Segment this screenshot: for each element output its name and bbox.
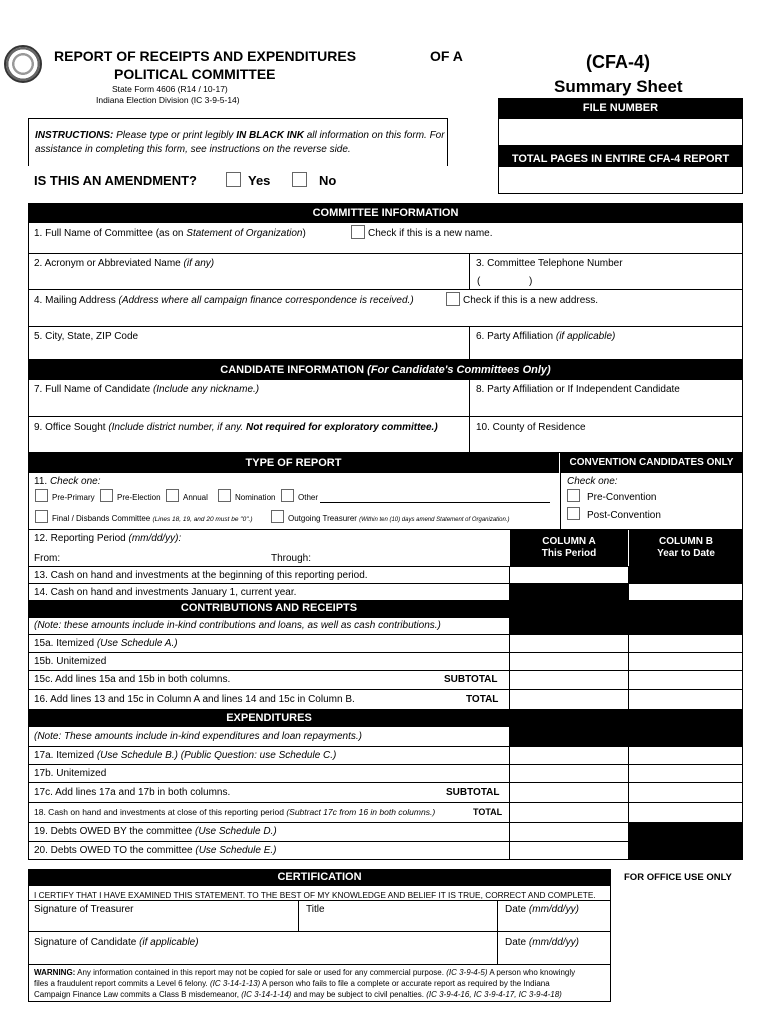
row-13-colB-blocked bbox=[628, 567, 743, 583]
field-16-label: 16. Add lines 13 and 15c in Column A and lines 14 and 15c in Column B. bbox=[34, 694, 355, 705]
field-15a-label: 15a. Itemized (Use Schedule A.) bbox=[34, 638, 178, 649]
expenditures-subtotal-label: SUBTOTAL bbox=[446, 787, 500, 798]
phone-close-paren: ) bbox=[529, 276, 533, 287]
pre-primary-checkbox[interactable] bbox=[35, 489, 48, 502]
total-pages-field[interactable] bbox=[498, 166, 743, 194]
signature-treasurer-label: Signature of Treasurer bbox=[34, 904, 134, 915]
column-b-header: COLUMN B Year to Date bbox=[628, 530, 743, 566]
field-12-label: 12. Reporting Period (mm/dd/yy): bbox=[34, 533, 182, 544]
final-disbands-checkbox[interactable] bbox=[35, 510, 48, 523]
date2-label: Date (mm/dd/yy) bbox=[505, 937, 579, 948]
field-3-label: 3. Committee Telephone Number bbox=[476, 258, 623, 269]
field-9-label: 9. Office Sought (Include district number, if any. Not required for exploratory committee.) bbox=[34, 422, 438, 433]
post-convention-label: Post-Convention bbox=[587, 510, 661, 521]
field-5-label: 5. City, State, ZIP Code bbox=[34, 331, 139, 342]
summary-sheet-title: Summary Sheet bbox=[554, 77, 683, 96]
signature-candidate-label: Signature of Candidate (if applicable) bbox=[34, 937, 199, 948]
contributions-total-label: TOTAL bbox=[466, 694, 499, 705]
office-use-label: FOR OFFICE USE ONLY bbox=[624, 872, 732, 883]
type-of-report-heading: TYPE OF REPORT bbox=[28, 453, 559, 473]
convention-heading: CONVENTION CANDIDATES ONLY bbox=[560, 453, 743, 473]
pre-convention-label: Pre-Convention bbox=[587, 492, 657, 503]
outgoing-treasurer-checkbox[interactable] bbox=[271, 510, 284, 523]
other-label: Other bbox=[298, 493, 319, 502]
amendment-no-label: No bbox=[319, 173, 337, 188]
field-11-label: 11. Check one: bbox=[34, 476, 101, 487]
amendment-yes-label: Yes bbox=[248, 173, 271, 188]
state-seal-icon bbox=[4, 45, 42, 83]
pre-convention-checkbox[interactable] bbox=[567, 489, 580, 502]
contributions-note: (Note: these amounts include in-kind contributions and loans, as well as cash contributions.) bbox=[34, 620, 441, 631]
field-20-label: 20. Debts OWED TO the committee (Use Schedule E.) bbox=[34, 845, 277, 856]
certify-statement: I CERTIFY THAT I HAVE EXAMINED THIS STATEMENT. TO THE BEST OF MY KNOWLEDGE AND BELIEF IT IS TRUE, CORRECT AND COMPLETE. bbox=[34, 890, 596, 900]
post-convention-checkbox[interactable] bbox=[567, 507, 580, 520]
other-text-line bbox=[320, 502, 550, 503]
total-pages-header: TOTAL PAGES IN ENTIRE CFA-4 REPORT bbox=[498, 146, 743, 166]
row-14-colB-input[interactable] bbox=[629, 584, 743, 600]
title-label: Title bbox=[306, 904, 325, 915]
debts-colB-blocked bbox=[628, 823, 743, 860]
committee-heading: COMMITTEE INFORMATION bbox=[28, 203, 743, 223]
field-6-label: 6. Party Affiliation (if applicable) bbox=[476, 331, 616, 342]
field-14-label: 14. Cash on hand and investments January 1, current year. bbox=[34, 587, 297, 598]
file-number-header: FILE NUMBER bbox=[498, 98, 743, 118]
instructions-line2: assistance in completing this form, see instructions on the reverse side. bbox=[35, 144, 351, 155]
cfa-4-label: (CFA-4) bbox=[586, 52, 650, 72]
expenditures-note: (Note: These amounts include in-kind expenditures and loan repayments.) bbox=[34, 731, 362, 742]
convention-check-one: Check one: bbox=[567, 476, 618, 487]
field-1-label: 1. Full Name of Committee (as on Statement of Organization) bbox=[34, 228, 306, 239]
date1-label: Date (mm/dd/yy) bbox=[505, 904, 579, 915]
field-19-label: 19. Debts OWED BY the committee (Use Schedule D.) bbox=[34, 826, 277, 837]
phone-open-paren: ( bbox=[477, 276, 481, 287]
field-17c-label: 17c. Add lines 17a and 17b in both columns. bbox=[34, 787, 231, 798]
instructions-box bbox=[28, 118, 448, 166]
instructions-ink: IN BLACK INK bbox=[236, 130, 304, 141]
field-10-label: 10. County of Residence bbox=[476, 422, 586, 433]
row-14-colA-blocked bbox=[510, 584, 628, 634]
field-15b-label: 15b. Unitemized bbox=[34, 656, 107, 667]
form-title-of-a: OF A bbox=[430, 48, 463, 64]
field-17b-label: 17b. Unitemized bbox=[34, 768, 107, 779]
form-title-line2: POLITICAL COMMITTEE bbox=[114, 66, 276, 82]
committee-name-field[interactable] bbox=[28, 240, 743, 253]
candidate-heading: CANDIDATE INFORMATION (For Candidate's Committees Only) bbox=[28, 360, 743, 380]
annual-checkbox[interactable] bbox=[166, 489, 179, 502]
instructions-lead: INSTRUCTIONS: bbox=[35, 130, 114, 141]
row-13-colA-input[interactable] bbox=[510, 567, 628, 583]
nomination-label: Nomination bbox=[235, 493, 276, 502]
amendment-question: IS THIS AN AMENDMENT? bbox=[34, 173, 197, 188]
amendment-yes-checkbox[interactable] bbox=[226, 172, 241, 187]
field-13-label: 13. Cash on hand and investments at the beginning of this reporting period. bbox=[34, 570, 368, 581]
new-address-label: Check if this is a new address. bbox=[463, 295, 599, 306]
pre-election-label: Pre-Election bbox=[117, 493, 161, 502]
warning-text: WARNING: Any information contained in this report may not be copied for sale or used for any commercial purpose. (IC 3-9-4-5) A person who knowingly files a fraudulent report commits a Level 6 felony. (IC 3-14-1-13) A person who fails to file a complete or accurate report as required by the Indiana Campaign Finance Law commits a Class B misdemeanor, (IC 3-14-1-14) and may be subject to civil penalties. (IC 3-9-4-16, IC 3-9-4-17, IC 3-9-4-18) bbox=[34, 968, 576, 999]
pre-election-checkbox[interactable] bbox=[100, 489, 113, 502]
field-4-label: 4. Mailing Address (Address where all campaign finance correspondence is received.) bbox=[34, 295, 414, 306]
instructions-text2: all information on this form. For bbox=[303, 130, 445, 141]
contributions-colB-blocked bbox=[628, 600, 743, 634]
nomination-checkbox[interactable] bbox=[218, 489, 231, 502]
new-name-checkbox[interactable] bbox=[351, 225, 365, 239]
contributions-heading: CONTRIBUTIONS AND RECEIPTS bbox=[28, 600, 510, 617]
field-7-label: 7. Full Name of Candidate (Include any nickname.) bbox=[34, 384, 260, 395]
field-18-label: 18. Cash on hand and investments at close of this reporting period (Subtract 17c from 16 in both columns.) bbox=[34, 807, 436, 817]
file-number-field[interactable] bbox=[498, 118, 743, 146]
field-17a-label: 17a. Itemized (Use Schedule B.) (Public Question: use Schedule C.) bbox=[34, 750, 337, 761]
instructions-text1: Please type or print legibly bbox=[113, 130, 237, 141]
other-checkbox[interactable] bbox=[281, 489, 294, 502]
period-from-label: From: bbox=[34, 553, 61, 564]
column-a-header: COLUMN A This Period bbox=[510, 530, 628, 566]
new-address-checkbox[interactable] bbox=[446, 292, 460, 306]
expenditures-total-label: TOTAL bbox=[473, 807, 503, 817]
period-through-label: Through: bbox=[271, 553, 312, 564]
form-title-line1: REPORT OF RECEIPTS AND EXPENDITURES bbox=[54, 48, 357, 64]
field-2-label: 2. Acronym or Abbreviated Name (if any) bbox=[34, 258, 215, 269]
outgoing-treasurer-label: Outgoing Treasurer (Within ten (10) days amend Statement of Organization.) bbox=[288, 514, 510, 523]
expenditures-cols-blocked bbox=[510, 709, 743, 746]
certification-heading: CERTIFICATION bbox=[28, 869, 611, 886]
pre-primary-label: Pre-Primary bbox=[52, 493, 95, 502]
expenditures-heading: EXPENDITURES bbox=[28, 709, 510, 727]
contributions-subtotal-label: SUBTOTAL bbox=[444, 674, 498, 685]
election-division: Indiana Election Division (IC 3-9-5-14) bbox=[96, 95, 240, 105]
annual-label: Annual bbox=[183, 493, 208, 502]
state-form-number: State Form 4606 (R14 / 10-17) bbox=[112, 84, 228, 94]
amendment-no-checkbox[interactable] bbox=[292, 172, 307, 187]
new-name-label: Check if this is a new name. bbox=[368, 228, 493, 239]
field-8-label: 8. Party Affiliation or If Independent Candidate bbox=[476, 384, 680, 395]
final-disbands-label: Final / Disbands Committee (Lines 18, 19, and 20 must be "0".) bbox=[52, 514, 253, 523]
field-15c-label: 15c. Add lines 15a and 15b in both columns. bbox=[34, 674, 231, 685]
